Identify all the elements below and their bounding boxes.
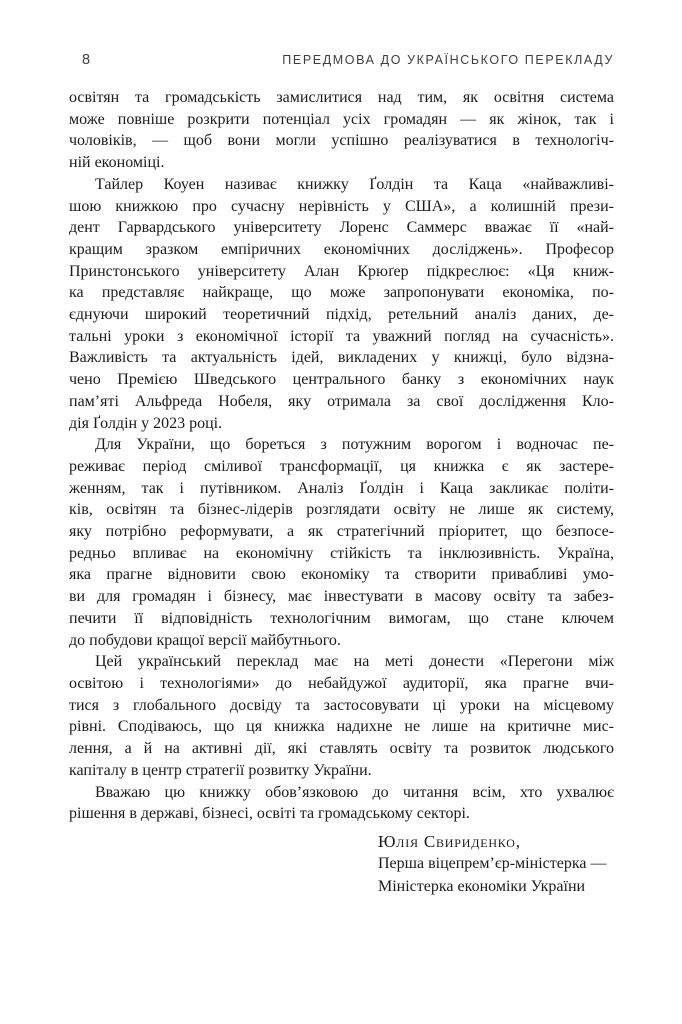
body-text-line: дія Ґолдін у 2023 році. — [69, 414, 223, 432]
body-text-line: лення, а й на активні дії, які ставлять освіту та розвиток людського — [69, 740, 614, 758]
running-head-title: ПЕРЕДМОВА ДО УКРАЇНСЬКОГО ПЕРЕКЛАДУ — [282, 53, 614, 67]
paragraph — [69, 87, 614, 174]
paragraph — [69, 174, 614, 434]
body-text-line: Тайлер Коуен називає книжку Ґолдін та Каца «найважливі- — [95, 175, 614, 193]
body-text-line: пам’яті Альфреда Нобеля, яку отримала за свої дослідження Кло- — [69, 392, 614, 410]
body-text-line: редньо впливає на економічну стійкість та інклюзивність. Україна, — [69, 544, 614, 562]
body-text-line: яку потрібно реформувати, а як стратегічний пріоритет, що безпосе- — [69, 523, 614, 541]
paragraph — [69, 782, 614, 825]
body-text — [69, 87, 614, 825]
body-text-line: тальні уроки з економічної історії та уважний погляд на сучасність». — [69, 327, 614, 345]
paragraph — [69, 651, 614, 781]
body-text-line: єднуючи широкий теоретичний підхід, ретельний аналіз даних, де- — [69, 306, 614, 324]
body-text-line: женням, так і путівником. Аналіз Ґолдін і Каца закликає політи- — [69, 479, 614, 497]
body-text-line: ви для громадян і бізнесу, має інвестувати в масову освіту та забез- — [69, 588, 614, 606]
body-text-line: чоловіків, — щоб вони могли успішно реалізуватися в технологіч- — [69, 132, 614, 150]
signature-name: Юлія Свириденко, — [378, 832, 521, 851]
body-text-line: освітою і технологіями» до небайдужої аудиторії, яка прагне вчи- — [69, 674, 614, 692]
body-text-line: Принстонського університету Алан Крюґер підкреслює: «Ця книж- — [69, 262, 614, 280]
body-text-line: ка представляє найкраще, що може запропонувати економіка, по- — [69, 284, 614, 302]
body-text-line: освітян та громадськість замислитися над тим, як освітня система — [69, 89, 614, 106]
body-text-line: яка прагне відновити свою економіку та створити привабливі умо- — [69, 566, 614, 584]
signature-block — [378, 831, 606, 898]
body-text-line: до побудови кращої версії майбутнього. — [69, 631, 341, 649]
body-text-line: печити її відповідність технологічним вимогам, що стане ключем — [69, 609, 614, 627]
body-text-line: шою книжкою про сучасну нерівність у США», а колишній прези- — [69, 197, 614, 215]
body-text-line: тися з глобального досвіду та застосовувати ці уроки на місцевому — [69, 696, 614, 714]
body-text-line: дент Гарвардського університету Лоренс Саммерс вважає її «най- — [69, 219, 614, 237]
body-text-line: рішення в державі, бізнесі, освіті та громадському секторі. — [69, 805, 470, 823]
body-text-line: рівні. Сподіваюсь, що ця книжка надихне не лише на критичне мис- — [69, 718, 614, 736]
body-text-line: капіталу в центр стратегії розвитку України. — [69, 761, 372, 779]
signature-role-line-2: Міністерка економіки України — [378, 877, 586, 895]
body-text-line: кращим зразком емпіричних економічних досліджень». Професор — [69, 240, 614, 258]
page-number: 8 — [82, 52, 91, 68]
body-text-line: ків, освітян та бізнес-лідерів розглядати освіту не лише як систему, — [69, 501, 614, 519]
running-header — [69, 52, 614, 68]
body-text-line: реживає період сміливої трансформації, ця книжка є як застере- — [69, 457, 614, 475]
body-text-line: ній економіці. — [69, 154, 165, 172]
paragraph — [69, 434, 614, 651]
body-text-line: Для України, що бореться з потужним ворогом і водночас пе- — [95, 436, 614, 454]
body-text-line: може повніше розкрити потенціал усіх громадян — як жінок, так і — [69, 110, 614, 128]
signature-role-line-1: Перша віцепрем’єр-міністерка — — [378, 855, 607, 873]
body-text-line: Цей український переклад має на меті донести «Перегони між — [95, 653, 614, 671]
body-text-line: Вважаю цю книжку обов’язковою до читання всім, хто ухвалює — [95, 783, 614, 801]
body-text-line: чено Премією Шведського центрального банку з економічних наук — [69, 371, 614, 389]
body-text-line: Важливість та актуальність ідей, викладених у книжці, було відзна- — [69, 349, 614, 367]
